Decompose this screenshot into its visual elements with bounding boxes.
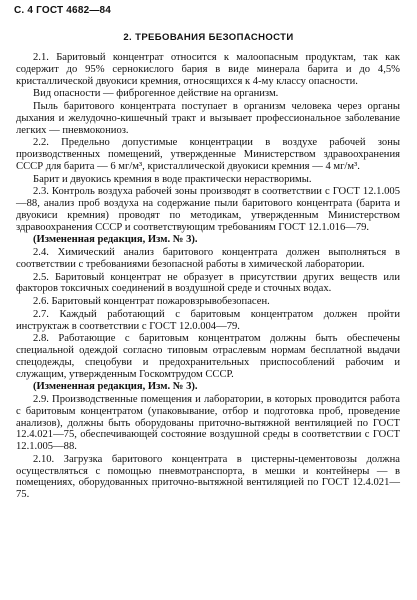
document-body <box>16 52 400 501</box>
paragraph: 2.8. Работающие с баритовым концентратом должны быть обеспечены специальной одеждой согласно типовым отраслевым нормам бесплатной выдачи спецодежды, спецобуви и предохранительных приспособлений рабочим и служащим, утвержденным Госкомтрудом СССР. <box>16 333 400 380</box>
paragraph: 2.3. Контроль воздуха рабочей зоны производят в соответствии с ГОСТ 12.1.005—88, анализ проб воздуха на содержание пыли баритового концентрата (барита и двуокиси кремния) проводят по методикам, утвержденным Министерством здравоохранения СССР и соответствующим требованиям ГОСТ 12.1.016—79. <box>16 186 400 233</box>
paragraph: 2.5. Баритовый концентрат не образует в присутствии других веществ или факторов токсичных соединений в воздушной среде и сточных водах. <box>16 271 400 295</box>
amendment-note: (Измененная редакция, Изм. № 3). <box>33 381 198 393</box>
section-title: 2. ТРЕБОВАНИЯ БЕЗОПАСНОСТИ <box>123 32 294 43</box>
paragraph: 2.1. Баритовый концентрат относится к малоопасным продуктам, так как содержит до 95% сернокислого бария в виде минерала барита и до 4,5% кристаллической двуокиси кремния, относящихся к 4-му классу опасности. <box>16 52 400 87</box>
amendment-note: (Измененная редакция, Изм. № 3). <box>33 234 198 246</box>
paragraph: 2.4. Химический анализ баритового концентрата должен выполняться в соответствии с требованиями безопасной работы в химической лаборатории. <box>16 247 400 270</box>
paragraph: 2.2. Предельно допустимые концентрации в воздухе рабочей зоны производственных помещений, утвержденные Министерством здравоохранения СССР для барита — 6 мг/м³, кристаллической двуокиси кремния — 4 мг/м³. <box>16 137 400 172</box>
paragraph: 2.7. Каждый работающий с баритовым концентратом должен пройти инструктаж в соответствии с ГОСТ 12.0.004—79. <box>16 308 400 332</box>
paragraph: Пыль баритового концентрата поступает в организм человека через органы дыхания и желудочно-кишечный тракт и вызывает профессиональное заболевание легких — пневмокониоз. <box>16 101 400 136</box>
paragraph: Барит и двуокись кремния в воде практически нерастворимы. <box>33 173 312 185</box>
paragraph: Вид опасности — фиброгенное действие на организм. <box>33 88 279 100</box>
paragraph: 2.9. Производственные помещения и лаборатории, в которых проводится работа с баритовым концентратом (упаковывание, отбор и подготовка проб, проведение анализов), должны быть оборудованы приточно-вытяжной вентиляцией по ГОСТ 12.4.021—75, обеспечивающей состояние воздушной среды в соответствии с ГОСТ 12.1.005—88. <box>16 394 400 452</box>
paragraph: 2.10. Загрузка баритового концентрата в цистерны-цементовозы должна осуществляться с помощью пневмотранспорта, в мешки и контейнеры — в помещениях, оборудованных приточно-вытяжной вентиляцией по ГОСТ 12.4.021—75. <box>16 453 400 500</box>
page-header: С. 4 ГОСТ 4682—84 <box>14 5 112 16</box>
paragraph: 2.6. Баритовый концентрат пожаровзрывобезопасен. <box>33 296 270 307</box>
